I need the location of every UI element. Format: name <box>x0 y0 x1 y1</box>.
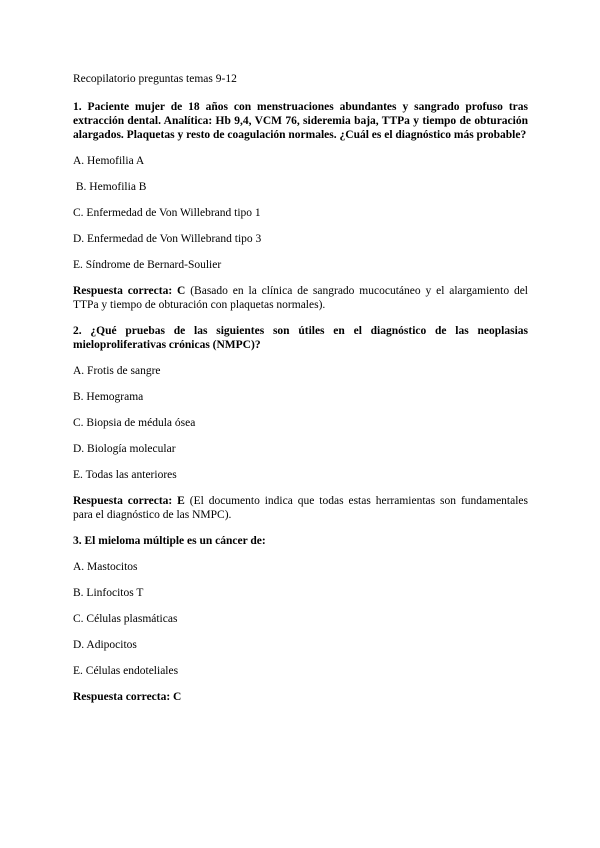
option-d: D. Adipocitos <box>73 639 137 651</box>
option-e: E. Todas las anteriores <box>73 469 177 481</box>
option-a: A. Frotis de sangre <box>73 365 161 377</box>
question-block-2 <box>73 324 528 522</box>
answer <box>73 690 528 704</box>
option-e: E. Síndrome de Bernard-Soulier <box>73 259 222 271</box>
option-c: C. Enfermedad de Von Willebrand tipo 1 <box>73 207 261 219</box>
option-c: C. Biopsia de médula ósea <box>73 417 196 429</box>
answer-note: (Basado en la clínica de sangrado mucocutáneo y el alargamiento del TTPa y tiempo de obturación con plaquetas normales). <box>73 285 528 311</box>
option-e: E. Células endoteliales <box>73 665 179 677</box>
answer-label: Respuesta correcta: C <box>73 285 186 297</box>
question-text: 2. ¿Qué pruebas de las siguientes son útiles en el diagnóstico de las neoplasias mieloproliferativas crónicas (NMPC)? <box>73 325 528 351</box>
option-a: A. Hemofilia A <box>73 155 145 167</box>
option-a: A. Mastocitos <box>73 561 138 573</box>
question-block-3 <box>73 534 528 704</box>
option-d: D. Enfermedad de Von Willebrand tipo 3 <box>73 233 262 245</box>
answer-note: (El documento indica que todas estas herramientas son fundamentales para el diagnóstico de las NMPC). <box>73 495 528 521</box>
document-page <box>73 72 528 716</box>
question-text: 1. Paciente mujer de 18 años con menstruaciones abundantes y sangrado profuso tras extracción dental. Analítica: Hb 9,4, VCM 76, sideremia baja, TTPa y tiempo de obturación alargados. Plaquetas y resto de coagulación normales. ¿Cuál es el diagnóstico más probable? <box>73 101 528 141</box>
option-c: C. Células plasmáticas <box>73 613 178 625</box>
answer-label: Respuesta correcta: E <box>73 495 185 507</box>
question-text: 3. El mieloma múltiple es un cáncer de: <box>73 535 266 547</box>
option-b: B. Linfocitos T <box>73 587 144 599</box>
option-b: B. Hemofilia B <box>73 181 147 193</box>
answer-label: Respuesta correcta: C <box>73 691 182 703</box>
question-block-1 <box>73 100 528 312</box>
option-b: B. Hemograma <box>73 391 144 403</box>
document-title: Recopilatorio preguntas temas 9-12 <box>73 73 237 85</box>
answer <box>73 284 528 312</box>
answer <box>73 494 528 522</box>
option-d: D. Biología molecular <box>73 443 176 455</box>
